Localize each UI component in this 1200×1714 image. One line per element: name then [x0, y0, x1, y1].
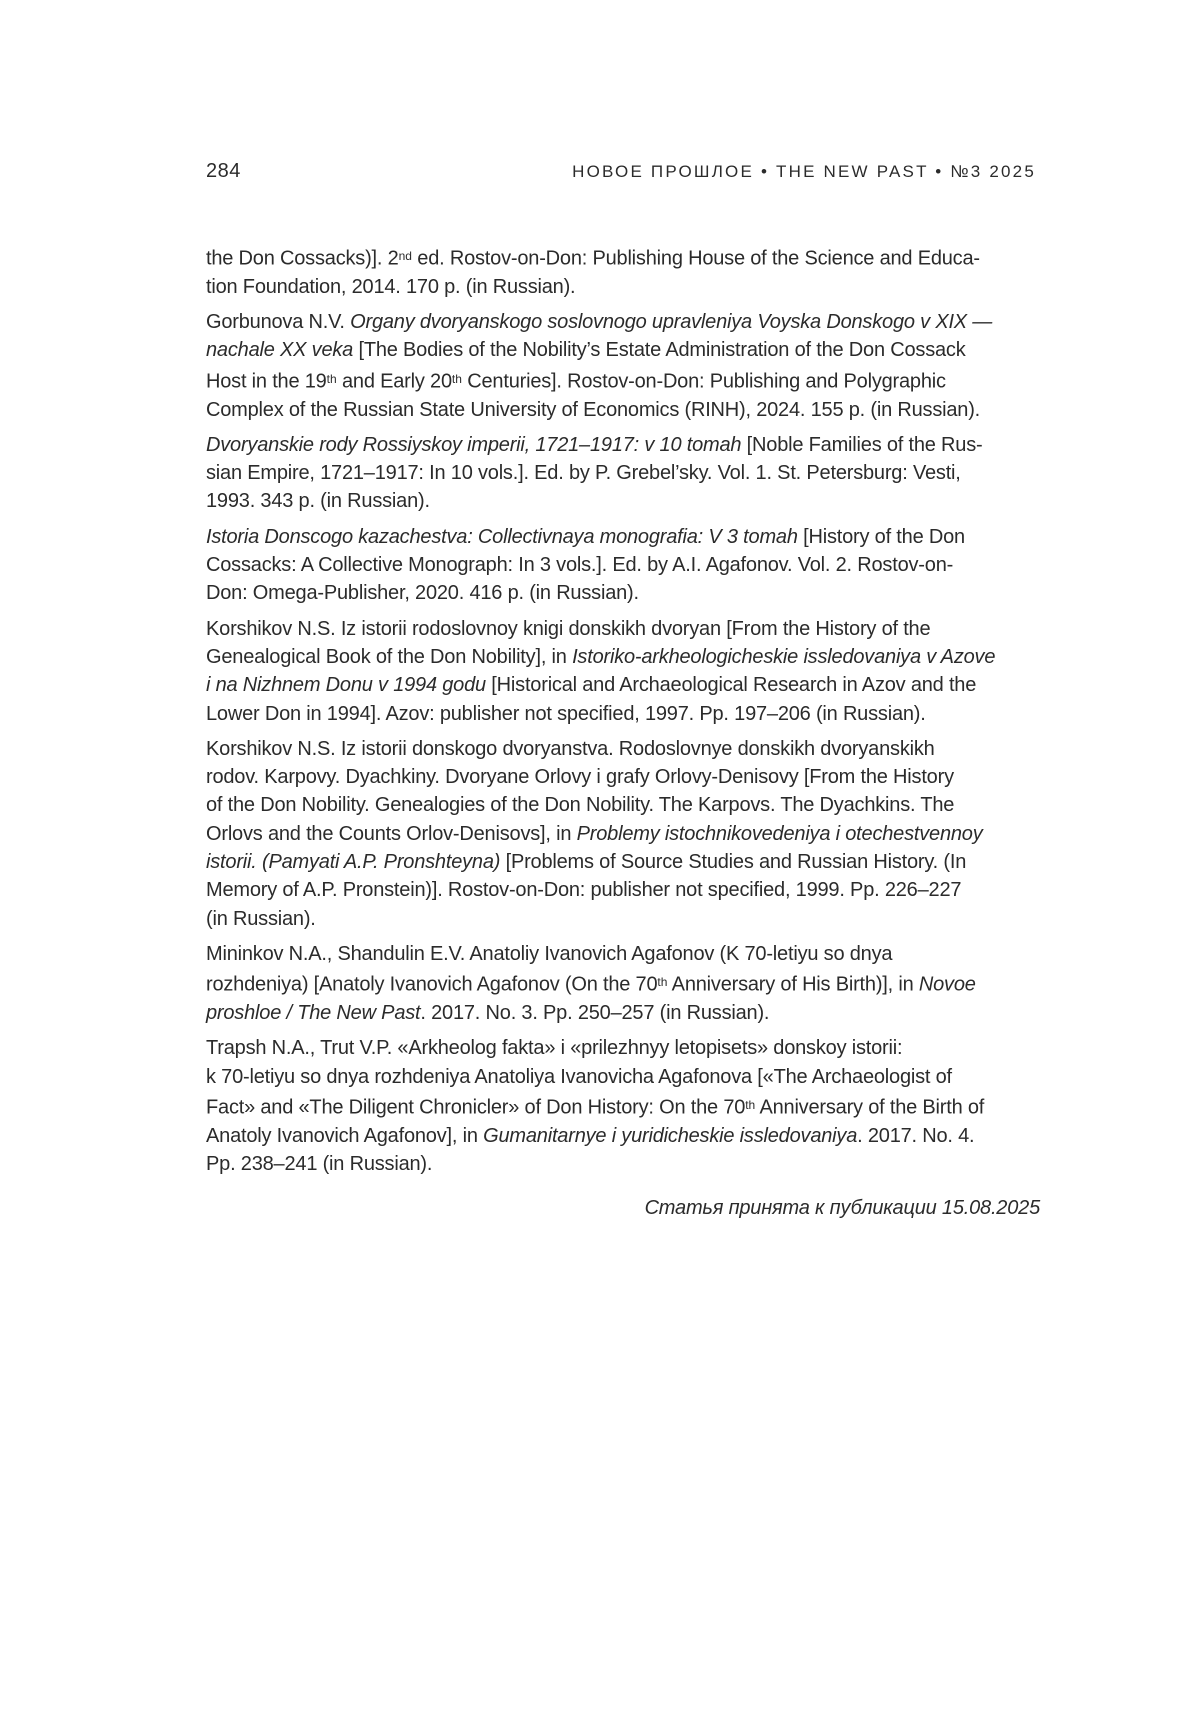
reference-entry	[206, 1034, 1040, 1178]
text-run: th	[326, 371, 337, 386]
text-run: Centuries]. Rostov-on-Don: Publishing and Polygraphic Complex of the Russian State University of Economics (RINH), 2024. 155 p. (in Russian).	[206, 370, 981, 421]
text-run: [Noble Families of the Rus- sian Empire, 1721–1917: In 10 vols.]. Ed. by P. Grebel’sky. Vol. 1. St. Petersburg: Vesti, 1993. 343 p. (in Russian).	[206, 433, 983, 513]
text-run: Gorbunova N.V.	[206, 311, 351, 334]
text-run: th	[657, 975, 668, 990]
text-run: . 2017. No. 4. Pp. 238–241 (in Russian).	[206, 1124, 975, 1176]
text-run: Anniversary of His Birth)], in	[667, 973, 919, 996]
reference-entry	[206, 523, 1040, 608]
text-run: Korshikov N.S. Iz istorii rodoslovnoy knigi donskikh dvoryan [From the History of the Genealogical Book of the Don Nobility], in	[206, 617, 931, 668]
text-run: Korshikov N.S. Iz istorii donskogo dvoryanstva. Rodoslovnye donskikh dvoryanskikh rodov. Karpovy. Dyachkiny. Dvoryane Orlovy i grafy Orlovy-Denisovy [From the History of the Don Nobility. Genealogies of the Don Nobility. The Karpovs. The Dyachkins. The Orlovs and the Counts Orlov-Denisovs], in	[206, 737, 955, 845]
acceptance-note: Статья принята к публикации 15.08.2025	[644, 1197, 1040, 1219]
text-run: Mininkov N.A., Shandulin E.V. Anatoliy Ivanovich Agafonov (K 70-letiyu so dnya rozhdeniya) [Anatoly Ivanovich Agafonov (On the 70	[206, 942, 893, 996]
text-run: ed. Rostov-on-Don: Publishing House of the Science and Educa- tion Foundation, 2014. 170 p. (in Russian).	[206, 247, 980, 298]
text-run: [History of the Don Cossacks: A Collective Monograph: In 3 vols.]. Ed. by A.I. Agafonov. Vol. 2. Rostov-on- Don: Omega-Publisher, 2020. 416 p. (in Russian).	[206, 525, 965, 605]
text-run: Istoriko-arkheologicheskie issledovaniya v Azove i na Nizhnem Donu v 1994 godu	[206, 645, 996, 697]
text-run: Anniversary of the Birth of Anatoly Ivanovich Agafonov], in	[206, 1096, 985, 1147]
text-run: [Historical and Archaeological Research in Azov and the Lower Don in 1994]. Azov: publisher not specified, 1997. Pp. 197–206 (in Russian).	[206, 674, 977, 725]
text-run: Gumanitarnye i yuridicheskie issledovaniya	[483, 1124, 858, 1147]
references-list	[206, 242, 1040, 1185]
reference-entry	[206, 308, 1040, 424]
text-run: Organy dvoryanskogo soslovnogo upravleniya Voyska Donskogo v XIX — nachale XX veka	[206, 311, 993, 362]
reference-entry	[206, 735, 1040, 933]
page-number: 284	[206, 160, 241, 182]
text-run: nd	[398, 249, 412, 263]
text-run: . 2017. No. 3. Pp. 250–257 (in Russian).	[420, 1002, 770, 1025]
text-run: Trapsh N.A., Trut V.P. «Arkheolog fakta» i «prilezhnyy letopisets» donskoy istorii: k 70-letiyu so dnya rozhdeniya Anatoliya Ivanovicha Agafonova [«The Archaeologist of Fact» and «The Diligent Chronicler» of Don History: On the 70	[206, 1037, 952, 1119]
text-run: th	[451, 371, 462, 386]
page-header	[206, 160, 1036, 183]
reference-entry	[206, 940, 1040, 1027]
text-run: Istoria Donscogo kazachestva: Collectivnaya monografia: V 3 tomah	[206, 525, 798, 548]
reference-entry	[206, 431, 1040, 516]
text-run: and Early 20	[336, 370, 452, 393]
text-run: Dvoryanskie rody Rossiyskoy imperii, 1721–1917: v 10 tomah	[206, 433, 742, 456]
text-run: [The Bodies of the Nobility’s Estate Administration of the Don Cossack Host in the 19	[206, 339, 966, 393]
text-run: Novoe proshloe / The New Past	[206, 973, 976, 1025]
text-run: [Problems of Source Studies and Russian History. (In Memory of A.P. Pronstein)]. Rostov-on-Don: publisher not specified, 1999. Pp. 226–227 (in Russian).	[206, 851, 967, 930]
reference-entry	[206, 615, 1040, 728]
reference-entry	[206, 242, 1040, 301]
text-run: the Don Cossacks)]. 2	[206, 247, 399, 270]
text-run: Problemy istochnikovedeniya i otechestvennoy istorii. (Pamyati A.P. Pronshteyna)	[206, 822, 983, 874]
text-run: th	[745, 1097, 756, 1112]
journal-header: НОВОЕ ПРОШЛОЕ • THE NEW PAST • №3 2025	[572, 162, 1036, 181]
